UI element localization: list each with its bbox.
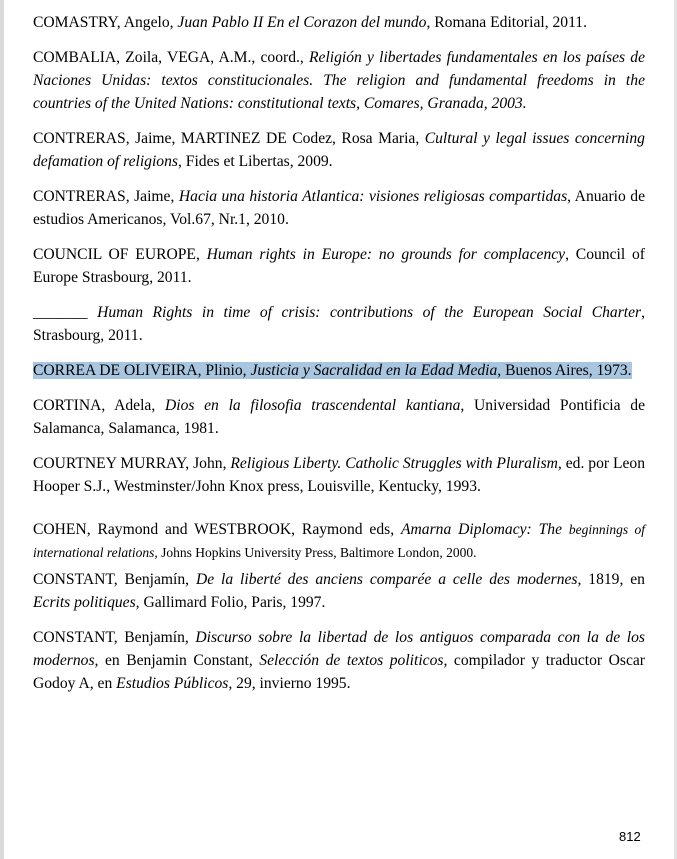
bibliography-entry-council-1[interactable] bbox=[33, 243, 645, 289]
entry-author: CONTRERAS, Jaime, MARTINEZ DE Codez, Rosa Maria, bbox=[33, 130, 425, 147]
entry-publication: , Strasbourg, 2011. bbox=[33, 304, 646, 344]
entry-author: COMBALIA, Zoila, VEGA, A.M., coord., bbox=[33, 49, 309, 66]
bibliography-entry-correa[interactable] bbox=[33, 359, 645, 382]
entry-publication: 29, invierno 1995. bbox=[232, 675, 351, 692]
entry-date: 1819, en bbox=[581, 571, 645, 588]
entry-editor-prefix: en Benjamin Constant, bbox=[98, 652, 260, 669]
bibliography-entry-constant-1[interactable] bbox=[33, 568, 645, 614]
entry-title: Justicia y Sacralidad en la Edad Media, bbox=[250, 362, 502, 379]
entry-collection-title: Ecrits politiques, bbox=[33, 594, 140, 611]
bibliography-entry-comastry[interactable] bbox=[33, 11, 645, 34]
bibliography-entry-contreras-1[interactable] bbox=[33, 127, 645, 173]
entry-title: Dios en la filosofia trascendental kantiana, bbox=[164, 397, 465, 414]
page-number: 812 bbox=[619, 829, 641, 844]
entry-collection-title: Selección de textos politicos, bbox=[259, 652, 448, 669]
bibliography-entry-combalia[interactable] bbox=[33, 46, 645, 115]
entry-journal-title: Estudios Públicos, bbox=[116, 675, 233, 692]
entry-author: COHEN, Raymond and WESTBROOK, Raymond eds, bbox=[33, 521, 401, 538]
entry-publication: , Council of Europe Strasbourg, 2011. bbox=[33, 246, 645, 286]
entry-publication: , Romana Editorial, 2011. bbox=[426, 14, 587, 31]
bibliography-entry-cohen[interactable] bbox=[33, 518, 645, 564]
page-left-edge bbox=[0, 0, 4, 859]
entry-title: Human Rights in time of crisis: contributions of the European Social Charter bbox=[97, 304, 642, 321]
entry-publication: ed. por Leon Hooper S.J., Westminster/John Knox press, Louisville, Kentucky, 1993. bbox=[33, 455, 646, 495]
bibliography-entry-council-2[interactable] bbox=[33, 301, 645, 347]
entry-publication: Gallimard Folio, Paris, 1997. bbox=[139, 594, 326, 611]
entry-title: Amarna Diplomacy: The bbox=[401, 521, 569, 538]
entry-publication: , Anuario de estudios Americanos, Vol.67, Nr.1, 2010. bbox=[33, 188, 645, 228]
entry-author: CORREA DE OLIVEIRA, Plinio, bbox=[33, 362, 251, 379]
entry-author: CONTRERAS, Jaime, bbox=[33, 188, 179, 205]
entry-title: Cultural y legal issues concerning defamation of religions bbox=[33, 130, 645, 170]
entry-author: CONSTANT, Benjamín, bbox=[33, 571, 196, 588]
entry-publication: Johns Hopkins University Press, Baltimore London, 2000. bbox=[157, 545, 477, 560]
entry-author: COURTNEY MURRAY, John, bbox=[33, 455, 231, 472]
entry-author: CONSTANT, Benjamín, bbox=[33, 629, 196, 646]
entry-title: Human rights in Europe: no grounds for complacency bbox=[206, 246, 566, 263]
entry-title: De la liberté des anciens comparée a celle des modernes, bbox=[195, 571, 582, 588]
entry-translator: compilador y traductor Oscar Godoy A, en bbox=[33, 652, 645, 692]
entry-title: Religión y libertades fundamentales en los países de Naciones Unidas: textos constitucionales. The religion and fundamental freedoms in the countries of the United Nations: constitutional texts, Comares, Granada, 2003. bbox=[33, 49, 645, 112]
entry-title: Discurso sobre la libertad de los antiguos comparada con la de los modernos, bbox=[33, 629, 645, 669]
bibliography-entry-courtney[interactable] bbox=[33, 452, 645, 498]
bibliography-list bbox=[33, 11, 645, 707]
entry-publication: , Fides et Libertas, 2009. bbox=[177, 153, 333, 170]
entry-author: CORTINA, Adela, bbox=[33, 397, 165, 414]
bibliography-entry-constant-2[interactable] bbox=[33, 626, 645, 695]
entry-author: COUNCIL OF EUROPE, bbox=[33, 246, 207, 263]
entry-publication: Buenos Aires, 1973. bbox=[501, 362, 632, 379]
selected-text-highlight[interactable] bbox=[33, 362, 632, 379]
bibliography-entry-cortina[interactable] bbox=[33, 394, 645, 440]
entry-author: COMASTRY, Angelo, bbox=[33, 14, 178, 31]
entry-title: Hacia una historia Atlantica: visiones religiosas compartidas bbox=[178, 188, 568, 205]
entry-publication: Universidad Pontificia de Salamanca, Salamanca, 1981. bbox=[33, 397, 645, 437]
entry-title: Religious Liberty. Catholic Struggles with Pluralism, bbox=[230, 455, 562, 472]
entry-title-continued: beginnings of international relations, bbox=[33, 522, 645, 560]
entry-title: Juan Pablo II En el Corazon del mundo bbox=[177, 14, 427, 31]
entry-author-placeholder: _______ bbox=[33, 304, 98, 321]
bibliography-entry-contreras-2[interactable] bbox=[33, 185, 645, 231]
